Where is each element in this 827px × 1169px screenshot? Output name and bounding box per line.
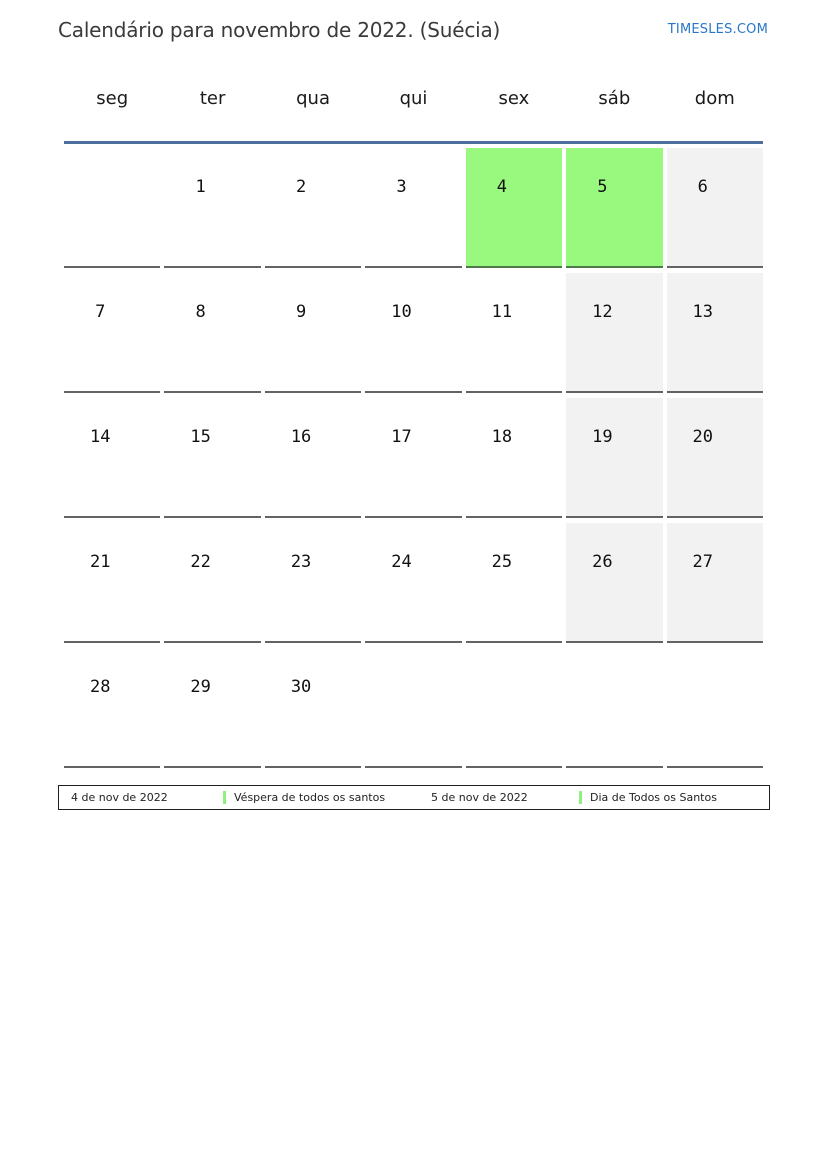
day-number: 27 [692,552,714,572]
day-cell [265,398,361,518]
day-number: 25 [491,552,513,572]
weekday-label-sex: sex [498,88,530,109]
holiday-marker-icon [579,791,582,804]
day-cell [667,273,763,393]
day-cell [365,523,461,643]
day-number: 13 [692,302,714,322]
legend-date-1 [71,791,223,804]
day-cell [667,648,763,768]
day-number: 20 [692,427,714,447]
day-number: 21 [89,552,111,572]
day-cell [64,398,160,518]
day-number: 30 [290,677,312,697]
day-number: 2 [295,177,307,197]
day-cell [365,148,461,268]
day-number: 3 [396,177,407,197]
day-cell [667,398,763,518]
legend-holiday-2 [579,791,717,804]
day-cell [164,648,260,768]
day-cell [265,523,361,643]
weekday-header-row [64,88,763,144]
day-cell [466,523,562,643]
day-cell [64,273,160,393]
day-number: 8 [195,302,206,322]
day-cell [566,523,662,643]
day-number: 7 [95,302,106,322]
calendar [64,88,763,768]
day-cell [265,148,361,268]
day-number: 14 [89,427,111,447]
day-cell [265,273,361,393]
day-cell [164,523,260,643]
day-number: 28 [89,677,111,697]
legend-holiday-1-label: Véspera de todos os santos [234,791,386,804]
day-cell [466,648,562,768]
legend-box [58,785,770,810]
day-number: 24 [391,552,412,572]
day-number: 17 [391,427,412,447]
day-number [655,648,751,677]
weekday-label-qui: qui [399,88,428,109]
weekday-label-ter: ter [199,88,226,109]
day-number: 23 [290,552,312,572]
day-number: 11 [491,302,513,322]
day-number: 26 [592,552,613,572]
day-number [454,648,550,677]
day-number: 29 [190,677,211,697]
day-cell [667,523,763,643]
day-cell [265,648,361,768]
day-cell [667,148,763,268]
weekday-label-seg: seg [96,88,129,109]
day-number: 9 [295,302,307,322]
day-cell [64,148,160,268]
day-cell [164,398,260,518]
day-number: 12 [592,302,613,322]
day-number [52,148,148,177]
legend-date-2-label: 5 de nov de 2022 [431,791,528,804]
weekday-label-dom: dom [694,88,735,109]
day-cell [365,273,461,393]
day-cell-holiday [466,148,562,268]
legend-date-2 [431,791,579,804]
day-number: 10 [391,302,412,322]
day-cell [566,273,662,393]
day-number: 18 [491,427,513,447]
legend-holiday-1 [223,791,431,804]
holiday-marker-icon [223,791,226,804]
calendar-grid [64,148,763,768]
day-cell-holiday [566,148,662,268]
page-title: Calendário para novembro de 2022. (Suécia) [58,18,501,42]
day-number: 22 [190,552,211,572]
day-number [554,648,650,677]
legend-date-1-label: 4 de nov de 2022 [71,791,168,804]
day-cell [466,398,562,518]
weekday-label-qua: qua [296,88,330,109]
day-cell [365,648,461,768]
day-cell [365,398,461,518]
day-cell [64,523,160,643]
day-number [353,648,449,677]
day-cell [566,398,662,518]
day-number: 19 [592,427,613,447]
day-cell [64,648,160,768]
day-number: 6 [697,177,708,197]
day-cell [164,273,260,393]
top-bar [58,18,768,42]
day-number: 1 [195,177,206,197]
weekday-label-sab: sáb [598,88,631,109]
day-number: 5 [597,177,608,197]
day-number: 16 [290,427,312,447]
legend-holiday-2-label: Dia de Todos os Santos [590,791,717,804]
day-number: 4 [496,177,508,197]
day-cell [466,273,562,393]
day-number: 15 [190,427,211,447]
brand-link[interactable]: TIMESLES.COM [667,22,768,37]
day-cell [164,148,260,268]
day-cell [566,648,662,768]
